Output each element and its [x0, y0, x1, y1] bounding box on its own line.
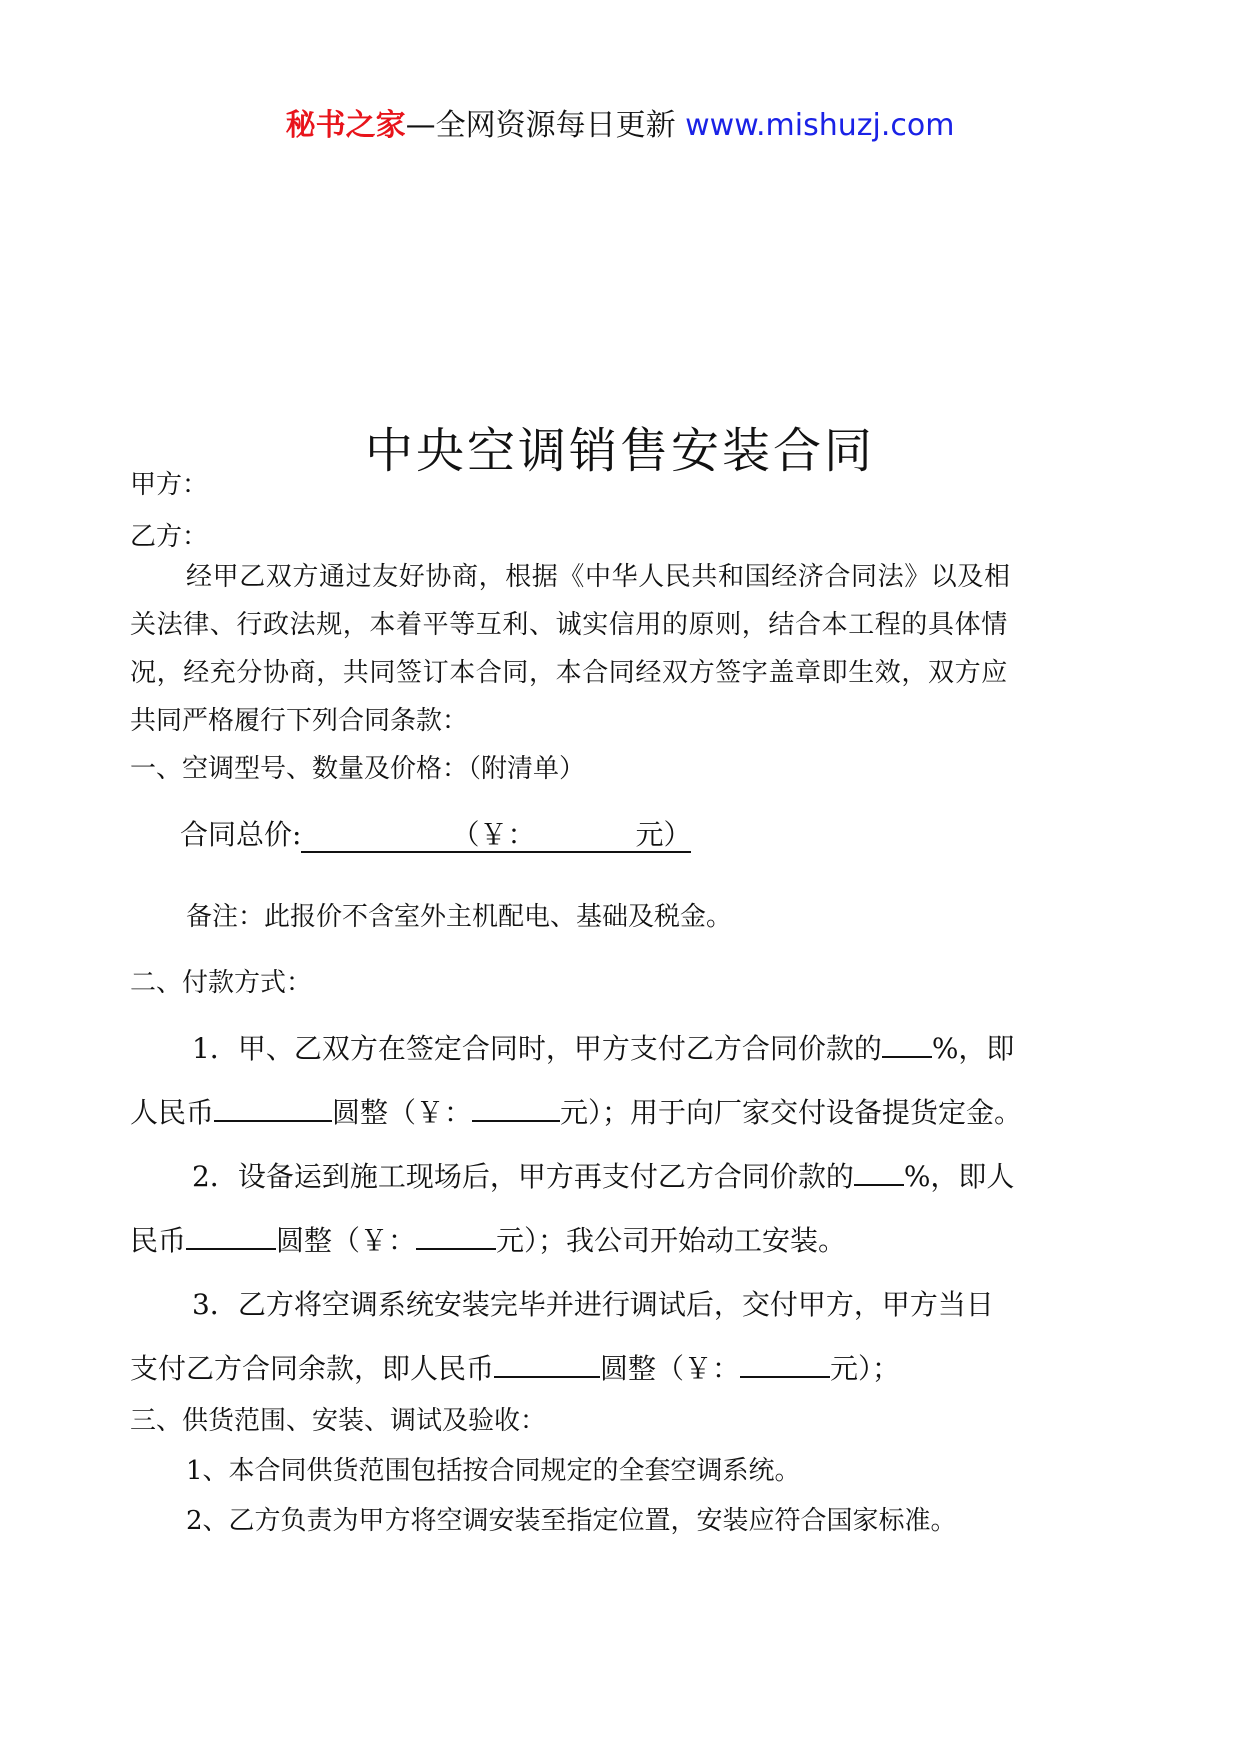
payment-3-figure-blank[interactable]	[740, 1352, 830, 1378]
section3-item-1: 1、本合同供货范围包括按合同规定的全套空调系统。	[186, 1456, 801, 1486]
party-b-label: 乙方：	[130, 522, 209, 552]
intro-line-4: 共同严格履行下列合同条款：	[130, 706, 469, 736]
payment-3-line-2: 支付乙方合同余款，即人民币 圆整（￥： 元）；	[130, 1352, 901, 1385]
contract-total-row	[180, 818, 691, 852]
section2-heading: 二、付款方式：	[130, 968, 313, 998]
payment-2-amount-blank[interactable]	[186, 1224, 276, 1250]
payment-1-percent-blank[interactable]	[882, 1032, 932, 1058]
payment-2-percent-blank[interactable]	[854, 1160, 904, 1186]
section3-heading: 三、供货范围、安装、调试及验收：	[130, 1406, 547, 1436]
section3-item-2: 2、乙方负责为甲方将空调安装至指定位置，安装应符合国家标准。	[186, 1506, 957, 1536]
banner-brand: 秘书之家	[285, 108, 406, 143]
payment-2-line-1: 2．设备运到施工现场后，甲方再支付乙方合同价款的 %，即人	[192, 1160, 1015, 1193]
total-label: 合同总价:	[180, 818, 302, 851]
intro-line-1: 经甲乙双方通过友好协商，根据《中华人民共和国经济合同法》以及相	[186, 562, 1011, 592]
section1-heading: 一、空调型号、数量及价格：（附清单）	[130, 754, 586, 784]
payment-3-line-1: 3．乙方将空调系统安装完毕并进行调试后，交付甲方，甲方当日	[192, 1288, 994, 1321]
banner-slogan: —全网资源每日更新	[405, 108, 676, 143]
party-a-label: 甲方：	[130, 470, 209, 500]
payment-1-figure-blank[interactable]	[472, 1096, 560, 1122]
section1-note: 备注：此报价不含室外主机配电、基础及税金。	[186, 902, 733, 932]
banner-url[interactable]: www.mishuzj.com	[685, 108, 955, 143]
intro-line-2: 关法律、行政法规，本着平等互利、诚实信用的原则，结合本工程的具体情	[130, 610, 1008, 640]
payment-1-line-2: 人民币 圆整（￥： 元）；用于向厂家交付设备提货定金。	[130, 1096, 1023, 1129]
payment-1-amount-blank[interactable]	[214, 1096, 332, 1122]
payment-2-figure-blank[interactable]	[416, 1224, 496, 1250]
payment-2-line-2: 民币 圆整（￥： 元）；我公司开始动工安装。	[130, 1224, 847, 1257]
payment-1-line-1: 1．甲、乙双方在签定合同时，甲方支付乙方合同价款的 %，即	[192, 1032, 1015, 1065]
total-amount-field[interactable]: （￥： 元）	[301, 818, 691, 853]
contract-title: 中央空调销售安装合同	[364, 423, 875, 479]
site-banner	[0, 100, 1240, 144]
intro-line-3: 况，经充分协商，共同签订本合同，本合同经双方签字盖章即生效，双方应	[130, 658, 1008, 688]
payment-3-amount-blank[interactable]	[494, 1352, 600, 1378]
